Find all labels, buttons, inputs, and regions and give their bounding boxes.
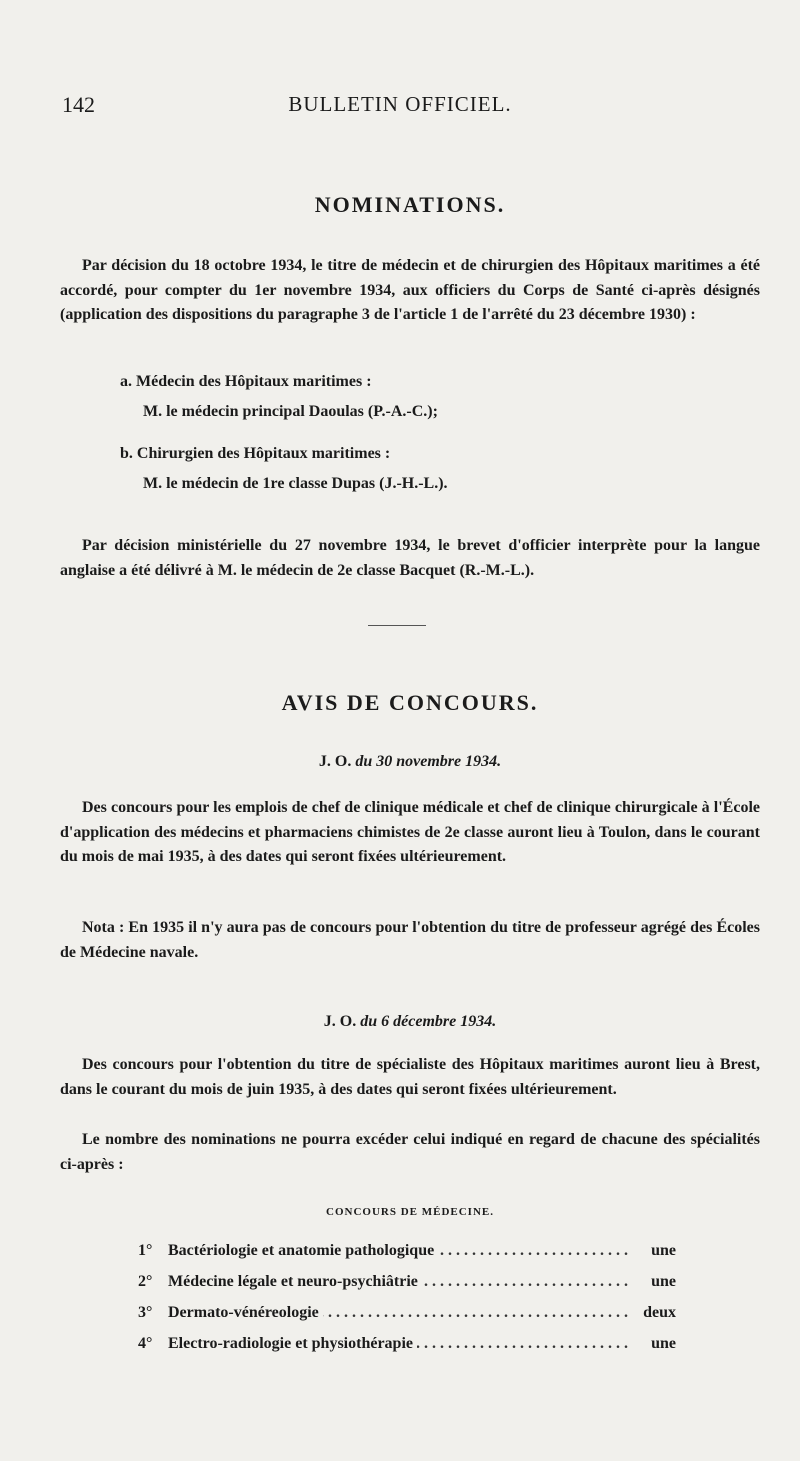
- list-item-label: Bactériologie et anatomie pathologique: [168, 1242, 438, 1259]
- jo-date-1: du 30 novembre 1934.: [355, 753, 502, 770]
- list-item-number: 4°: [138, 1335, 153, 1352]
- concours-medecine-subhead: CONCOURS DE MÉDECINE.: [326, 1206, 494, 1218]
- list-item-label: Médecine légale et neuro-psychiâtrie: [168, 1273, 422, 1290]
- section-divider: [368, 625, 426, 626]
- item-a-text: M. le médecin principal Daoulas (P.-A.-C.);: [143, 403, 438, 420]
- jo-prefix-1: J. O.: [318, 753, 352, 770]
- list-item: [138, 1242, 676, 1266]
- list-item: [138, 1304, 676, 1328]
- concours-paragraph-3: Le nombre des nominations ne pourra excéder celui indiqué en regard de chacune des spécialités ci-après :: [60, 1131, 760, 1173]
- jo-prefix-2: J. O.: [323, 1013, 357, 1030]
- list-item: [138, 1273, 676, 1297]
- page-header: [62, 92, 738, 122]
- item-b-heading: b. Chirurgien des Hôpitaux maritimes :: [120, 445, 391, 462]
- nominations-title: NOMINATIONS.: [314, 192, 506, 217]
- jo-reference-1: [60, 753, 760, 771]
- concours-paragraph-1: Des concours pour les emplois de chef de clinique médicale et chef de clinique chirurgicale à l'École d'application des médecins et pharmaciens chimistes de 2e classe auront lieu à Toulon, dans le courant du mois de mai 1935, à des dates qui seront fixées ultérieurement.: [60, 799, 760, 865]
- list-item-number: 2°: [138, 1273, 153, 1290]
- item-b-text: M. le médecin de 1re classe Dupas (J.-H.-L.).: [143, 475, 448, 492]
- nota-paragraph: Nota : En 1935 il n'y aura pas de concours pour l'obtention du titre de professeur agrégé des Écoles de Médecine navale.: [60, 919, 760, 961]
- page-number: 142: [62, 92, 95, 117]
- list-item-number: 3°: [138, 1304, 153, 1321]
- list-item: [138, 1335, 676, 1359]
- jo-date-2: du 6 décembre 1934.: [360, 1013, 497, 1030]
- list-item-count: une: [651, 1242, 676, 1259]
- item-a-heading: a. Médecin des Hôpitaux maritimes :: [120, 373, 372, 390]
- list-item-label: Electro-radiologie et physiothérapie: [168, 1335, 417, 1352]
- list-item-label: Dermato-vénéreologie: [168, 1304, 323, 1321]
- running-title: BULLETIN OFFICIEL.: [288, 92, 512, 116]
- list-item-number: 1°: [138, 1242, 153, 1259]
- concours-title: AVIS DE CONCOURS.: [281, 690, 539, 715]
- nominations-paragraph-1: Par décision du 18 octobre 1934, le titre de médecin et de chirurgien des Hôpitaux maritimes a été accordé, pour compter du 1er novembre 1934, aux officiers du Corps de Santé ci-après désignés (application des dispositions du paragraphe 3 de l'article 1 de l'arrêté du 23 décembre 1930) :: [60, 257, 760, 323]
- concours-paragraph-2: Des concours pour l'obtention du titre de spécialiste des Hôpitaux maritimes auront lieu à Brest, dans le courant du mois de juin 1935, à des dates qui seront fixées ultérieurement.: [60, 1056, 760, 1098]
- list-item-count: une: [651, 1273, 676, 1290]
- nominations-paragraph-2: Par décision ministérielle du 27 novembre 1934, le brevet d'officier interprète pour la langue anglaise a été délivré à M. le médecin de 2e classe Bacquet (R.-M.-L.).: [60, 537, 760, 579]
- list-item-count: une: [651, 1335, 676, 1352]
- list-item-count: deux: [643, 1304, 676, 1321]
- jo-reference-2: [60, 1013, 760, 1031]
